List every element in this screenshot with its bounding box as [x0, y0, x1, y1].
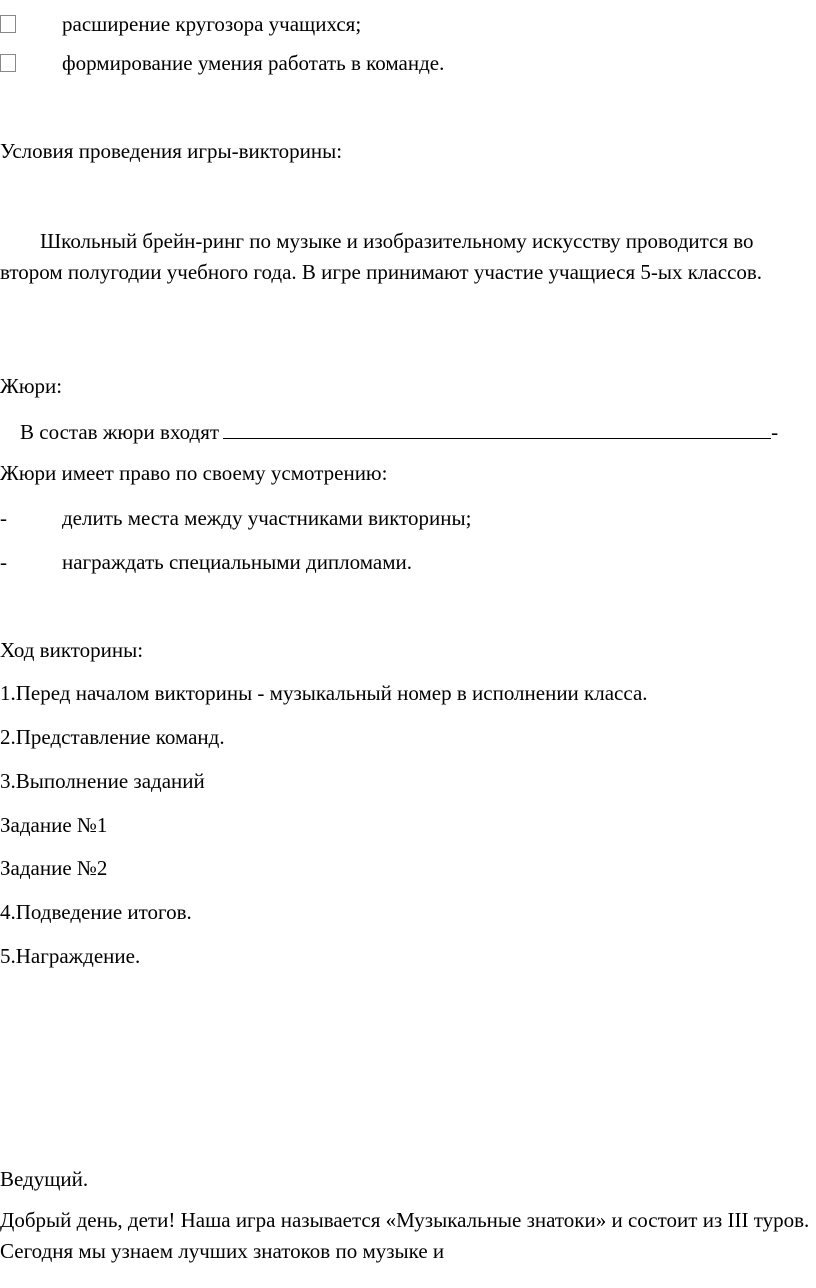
conditions-paragraph-text: Школьный брейн-ринг по музыке и изобразительному искусству проводится во втором полугодии учебного года. В игре принимают участие учащиеся 5-ых классов. [0, 229, 763, 284]
progress-step-task-1: Задание №1 [0, 813, 108, 837]
dash-marker: - [0, 550, 7, 574]
bullet-item-text: формирование умения работать в команде. [62, 51, 445, 75]
jury-composition-line [20, 418, 778, 444]
jury-composition-text: В состав жюри входят [20, 420, 220, 444]
dash-marker: - [0, 506, 7, 530]
progress-step-4: 4.Подведение итогов. [0, 900, 192, 924]
jury-item-text: делить места между участниками викторины; [62, 506, 472, 530]
jury-blank-field [223, 418, 771, 439]
progress-heading: Ход викторины: [0, 638, 144, 662]
jury-rights: Жюри имеет право по своему усмотрению: [0, 461, 388, 485]
host-paragraph: Добрый день, дети! Наша игра называется «Музыкальные знатоки» и состоит из III туров. Сегодня мы узнаем лучших знатоков по музыке и [0, 1208, 810, 1263]
bullet-item-text: расширение кругозора учащихся; [62, 12, 362, 36]
bullet-placeholder-icon [0, 15, 16, 33]
progress-step-3: 3.Выполнение заданий [0, 769, 205, 793]
jury-heading: Жюри: [0, 374, 63, 398]
progress-step-5: 5.Награждение. [0, 944, 141, 968]
progress-step-2: 2.Представление команд. [0, 725, 225, 749]
progress-step-task-2: Задание №2 [0, 856, 108, 880]
conditions-paragraph [0, 226, 812, 288]
bullet-placeholder-icon [0, 54, 16, 72]
jury-item-text: награждать специальными дипломами. [62, 550, 412, 574]
jury-composition-tail: - [771, 420, 779, 444]
conditions-heading: Условия проведения игры-викторины: [0, 139, 343, 163]
host-heading: Ведущий. [0, 1167, 89, 1191]
progress-step-1: 1.Перед началом викторины - музыкальный номер в исполнении класса. [0, 681, 648, 705]
